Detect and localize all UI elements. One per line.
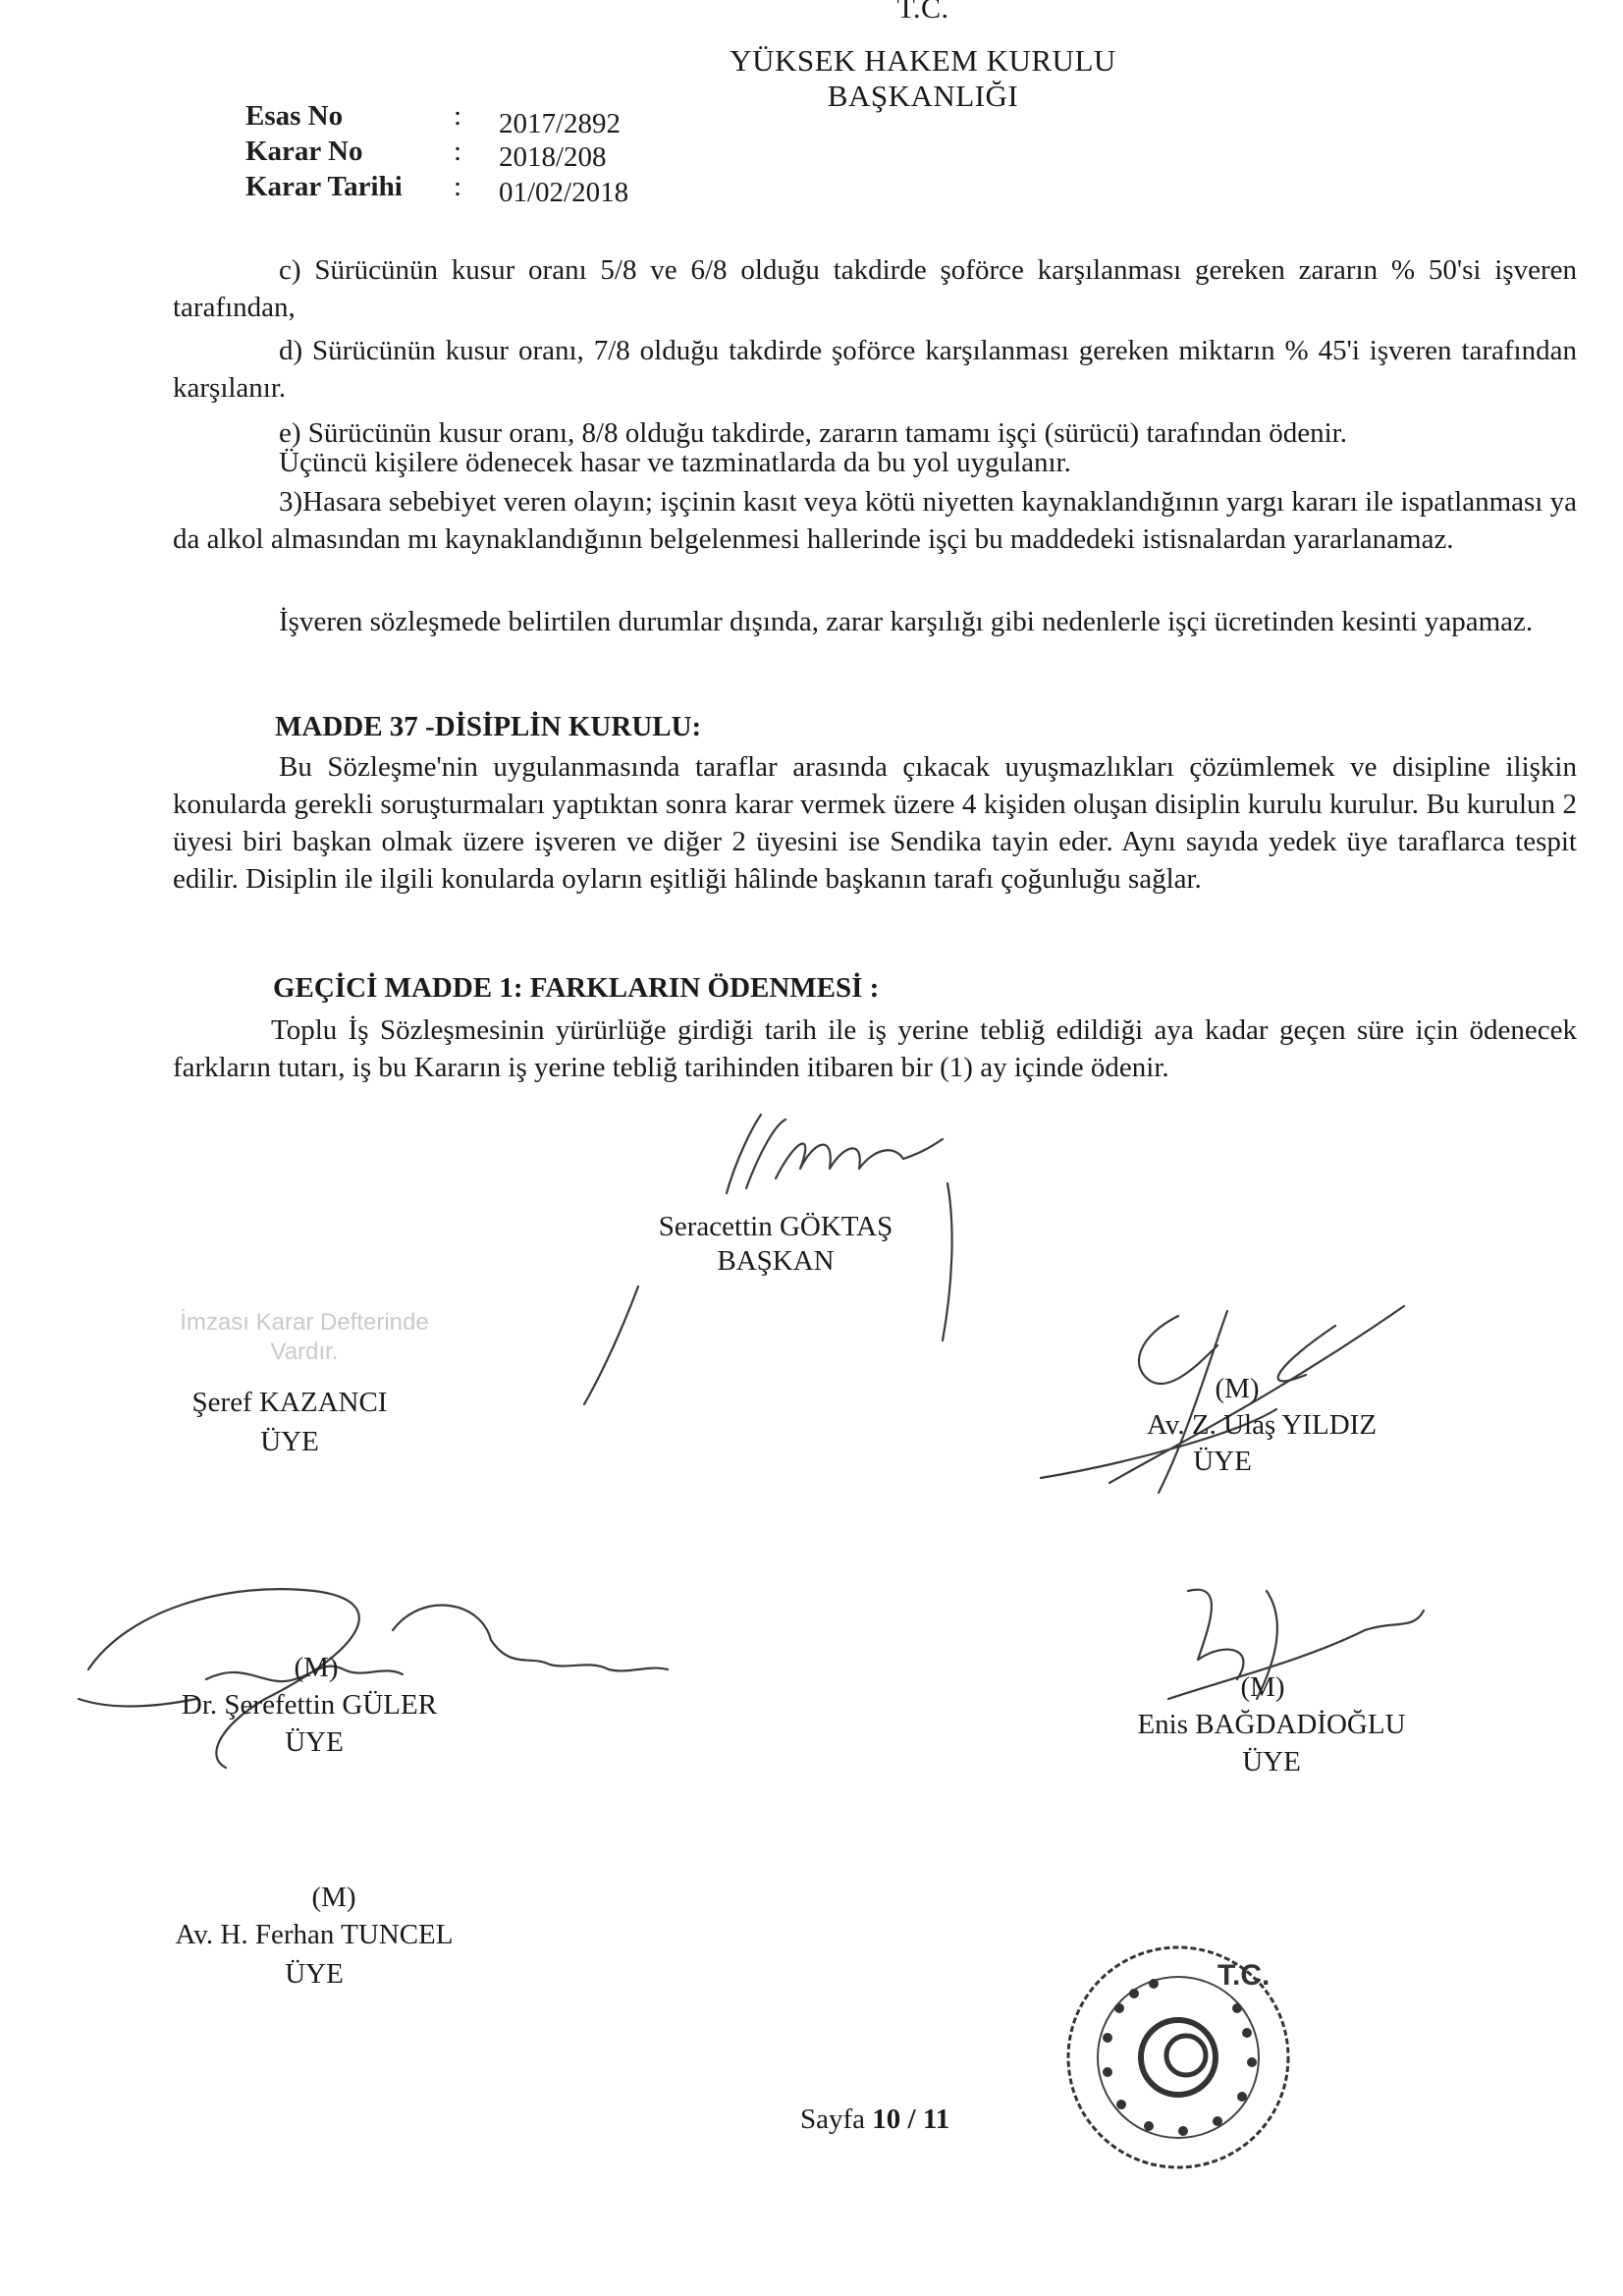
meta-colon: : xyxy=(454,136,462,167)
header-title: YÜKSEK HAKEM KURULU xyxy=(730,43,1116,78)
footer-page-number: 10 / 11 xyxy=(872,2104,950,2135)
gecici-text: Toplu İş Sözleşmesinin yürürlüğe girdiği tarih ile iş yerine tebliğ edildiği aya kadar geçen süre için ödenecek farkların tutarı, iş bu Kararın iş yerine tebliğ tarihinden itibaren bir (1) ay içinde ödenir. xyxy=(173,1014,1577,1083)
meta-colon: : xyxy=(454,171,462,202)
paragraph-3: 3)Hasara sebebiyet veren olayın; işçinin kasıt veya kötü niyetten kaynaklandığının yargı kararı ile ispatlanması ya da alkol almasından mı kaynaklandığının belgelenmesi hallerinde işçi bu maddedeki istisnalardan yararlanamaz. xyxy=(173,486,1577,555)
guler-name: Dr. Şerefettin GÜLER xyxy=(181,1689,438,1721)
gecici-title: GEÇİCİ MADDE 1: FARKLARIN ÖDENMESİ : xyxy=(273,972,880,1004)
slash-mark xyxy=(574,1282,643,1409)
meta-colon: : xyxy=(454,100,462,132)
madde37-title: MADDE 37 -DİSİPLİN KURULU: xyxy=(275,711,702,742)
header-tc: T.C. xyxy=(896,0,949,25)
meta-value: 2018/208 xyxy=(499,141,607,173)
meta-value: 01/02/2018 xyxy=(499,177,629,208)
tuncel-role: ÜYE xyxy=(285,1958,344,1990)
meta-row-esas xyxy=(245,100,717,139)
paragraph-d: d) Sürücünün kusur oranı, 7/8 olduğu takdirde şoförce karşılanması gereken miktarın % 45'i işveren tarafından karşılanır. xyxy=(173,335,1577,404)
bagdadioglu-mark: (M) xyxy=(1240,1671,1285,1703)
yildiz-name: Av. Z. Ulaş YILDIZ xyxy=(1146,1409,1378,1441)
kazanci-note xyxy=(128,1308,481,1367)
guler-role: ÜYE xyxy=(285,1726,344,1758)
meta-label: Karar Tarihi xyxy=(245,171,403,202)
meta-row-tarih xyxy=(245,171,717,206)
baskan-role: BAŞKAN xyxy=(717,1245,835,1277)
meta-block xyxy=(245,100,717,206)
yildiz-mark: (M) xyxy=(1215,1373,1260,1404)
madde37-text: Bu Sözleşme'nin uygulanmasında taraflar arasında çıkacak uyuşmazlıkları çözümlemek ve disipline ilişkin konularda gerekli soruşturmaları yaptıktan sonra karar vermek üzere 4 kişiden oluşan disiplin kurulu kurulur. Bu kurulun 2 üyesi biri başkan olmak üzere işveren ve diğer 2 üyesini ise Sendika tayin eder. Aynı sayıda yedek üye taraflarca tespit edilir. Disiplin ile ilgili konularda oyların eşitliği hâlinde başkanın tarafı çoğunluğu sağlar. xyxy=(173,751,1577,895)
stamp-text: T.C. xyxy=(1217,1959,1271,1992)
paragraph-c: c) Sürücünün kusur oranı 5/8 ve 6/8 olduğu takdirde şoförce karşılanması gereken zararın % 50'si işveren tarafından, xyxy=(173,254,1577,323)
paragraph-isveren: İşveren sözleşmede belirtilen durumlar dışında, zarar karşılığı gibi nedenlerle işçi ücretinden kesinti yapamaz. xyxy=(279,606,1534,637)
paragraph-e: e) Sürücünün kusur oranı, 8/8 olduğu takdirde, zararın tamamı işçi (sürücü) tarafından ödenir. xyxy=(279,417,1347,449)
kazanci-note-line1: İmzası Karar Defterinde xyxy=(180,1309,429,1336)
yildiz-role: ÜYE xyxy=(1193,1446,1252,1477)
meta-row-karar xyxy=(245,136,717,171)
baskan-name: Seracettin GÖKTAŞ xyxy=(658,1211,893,1242)
footer-prefix: Sayfa xyxy=(800,2104,866,2135)
page-footer xyxy=(800,2104,949,2136)
bagdadioglu-role: ÜYE xyxy=(1242,1746,1301,1777)
kazanci-name: Şeref KAZANCI xyxy=(191,1387,388,1418)
guler-mark: (M) xyxy=(294,1652,339,1683)
tuncel-mark: (M) xyxy=(311,1882,356,1913)
header-subtitle: BAŞKANLIĞI xyxy=(827,79,1019,113)
kazanci-note-line2: Vardır. xyxy=(270,1339,339,1365)
bagdadioglu-name: Enis BAĞDADİOĞLU xyxy=(1137,1709,1406,1740)
tuncel-name: Av. H. Ferhan TUNCEL xyxy=(175,1919,454,1950)
signature-baskan xyxy=(707,1100,962,1208)
meta-label: Esas No xyxy=(245,100,344,132)
meta-value: 2017/2892 xyxy=(499,108,622,139)
kazanci-role: ÜYE xyxy=(260,1426,319,1457)
paragraph-ucuncu: Üçüncü kişilere ödenecek hasar ve tazminatlarda da bu yol uygulanır. xyxy=(279,447,1071,478)
meta-label: Karar No xyxy=(245,136,363,167)
